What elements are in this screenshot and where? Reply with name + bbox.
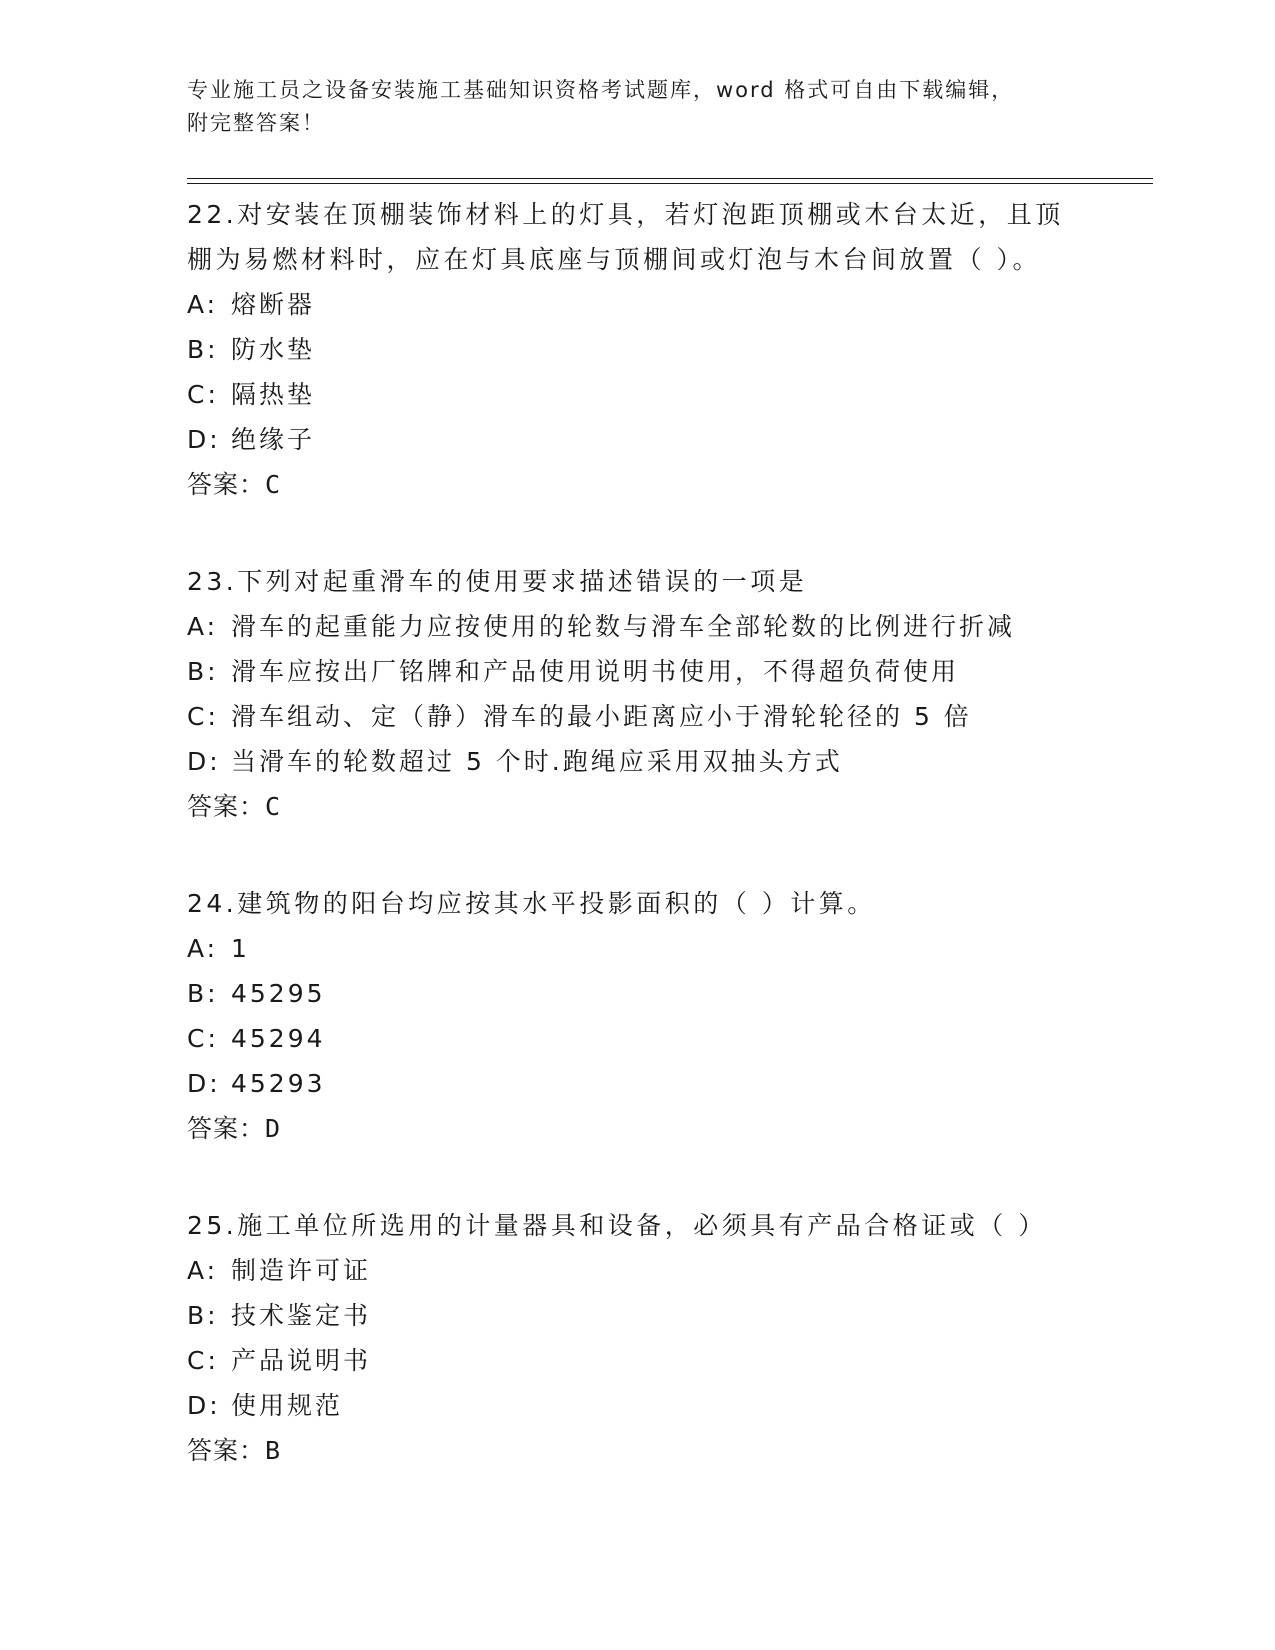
- answer-label: 答案：: [187, 1114, 266, 1143]
- option-letter: D:: [187, 1391, 221, 1420]
- answer-label: 答案：: [187, 792, 266, 821]
- option-letter: B:: [187, 657, 219, 686]
- option-text: 隔热垫: [231, 380, 316, 409]
- option-letter: A:: [187, 612, 219, 641]
- question-stem: 23.下列对起重滑车的使用要求描述错误的一项是: [187, 567, 808, 596]
- option-letter: D:: [187, 747, 221, 776]
- option-b: [187, 971, 1087, 1016]
- answer-value: B: [265, 1436, 282, 1465]
- header-line-1: 专业施工员之设备安装施工基础知识资格考试题库，word 格式可自由下载编辑，: [187, 78, 1015, 102]
- option-b: [187, 327, 1087, 372]
- option-text: 产品说明书: [231, 1346, 372, 1375]
- option-c: [187, 372, 1087, 417]
- answer-line: [187, 462, 1087, 507]
- header-line-2: 附完整答案！: [187, 111, 325, 135]
- option-text: 当滑车的轮数超过 5 个时.跑绳应采用双抽头方式: [231, 747, 843, 776]
- option-letter: C:: [187, 380, 219, 409]
- option-letter: B:: [187, 1301, 219, 1330]
- option-text: 45294: [231, 1024, 326, 1053]
- option-letter: A:: [187, 290, 219, 319]
- option-text: 45295: [231, 979, 326, 1008]
- option-d: [187, 739, 1087, 784]
- question-stem: 24.建筑物的阳台均应按其水平投影面积的（ ）计算。: [187, 889, 876, 918]
- option-letter: B:: [187, 979, 219, 1008]
- option-c: [187, 1338, 1087, 1383]
- question-stem: 25.施工单位所选用的计量器具和设备，必须具有产品合格证或（ ）: [187, 1211, 1047, 1240]
- option-text: 技术鉴定书: [231, 1301, 372, 1330]
- option-text: 45293: [231, 1069, 326, 1098]
- option-a: [187, 604, 1087, 649]
- option-text: 使用规范: [231, 1391, 344, 1420]
- option-letter: D:: [187, 425, 221, 454]
- option-text: 滑车的起重能力应按使用的轮数与滑车全部轮数的比例进行折减: [231, 612, 1016, 641]
- question-list: [187, 188, 1087, 1521]
- answer-line: [187, 1428, 1087, 1473]
- option-text: 绝缘子: [231, 425, 316, 454]
- option-letter: A:: [187, 1256, 219, 1285]
- option-letter: D:: [187, 1069, 221, 1098]
- option-text: 制造许可证: [231, 1256, 372, 1285]
- option-letter: C:: [187, 1346, 219, 1375]
- question-25: [187, 1199, 1087, 1473]
- option-letter: C:: [187, 1024, 219, 1053]
- answer-value: D: [265, 1114, 282, 1143]
- question-stem: 22.对安装在顶棚装饰材料上的灯具，若灯泡距顶棚或木台太近，且顶棚为易燃材料时，应在灯具底座与顶棚间或灯泡与木台间放置（ ）。: [187, 200, 1064, 274]
- option-text: 熔断器: [231, 290, 316, 319]
- header-divider-top: [187, 178, 1153, 179]
- option-letter: A:: [187, 934, 219, 963]
- question-24: [187, 877, 1087, 1151]
- document-header: [187, 74, 1067, 140]
- answer-value: C: [265, 792, 282, 821]
- answer-line: [187, 1106, 1087, 1151]
- option-text: 防水垫: [231, 335, 316, 364]
- option-d: [187, 1061, 1087, 1106]
- answer-label: 答案：: [187, 1436, 266, 1465]
- option-b: [187, 1293, 1087, 1338]
- option-text: 滑车应按出厂铭牌和产品使用说明书使用，不得超负荷使用: [231, 657, 960, 686]
- option-a: [187, 926, 1087, 971]
- option-text: 1: [231, 934, 250, 963]
- option-c: [187, 1016, 1087, 1061]
- answer-value: C: [265, 470, 282, 499]
- answer-label: 答案：: [187, 470, 266, 499]
- option-text: 滑车组动、定（静）滑车的最小距离应小于滑轮轮径的 5 倍: [231, 702, 972, 731]
- option-a: [187, 282, 1087, 327]
- question-22: [187, 188, 1087, 507]
- question-23: [187, 555, 1087, 829]
- option-letter: B:: [187, 335, 219, 364]
- option-letter: C:: [187, 702, 219, 731]
- option-c: [187, 694, 1087, 739]
- option-a: [187, 1248, 1087, 1293]
- option-d: [187, 417, 1087, 462]
- option-d: [187, 1383, 1087, 1428]
- answer-line: [187, 784, 1087, 829]
- option-b: [187, 649, 1087, 694]
- header-divider-bottom: [187, 183, 1153, 184]
